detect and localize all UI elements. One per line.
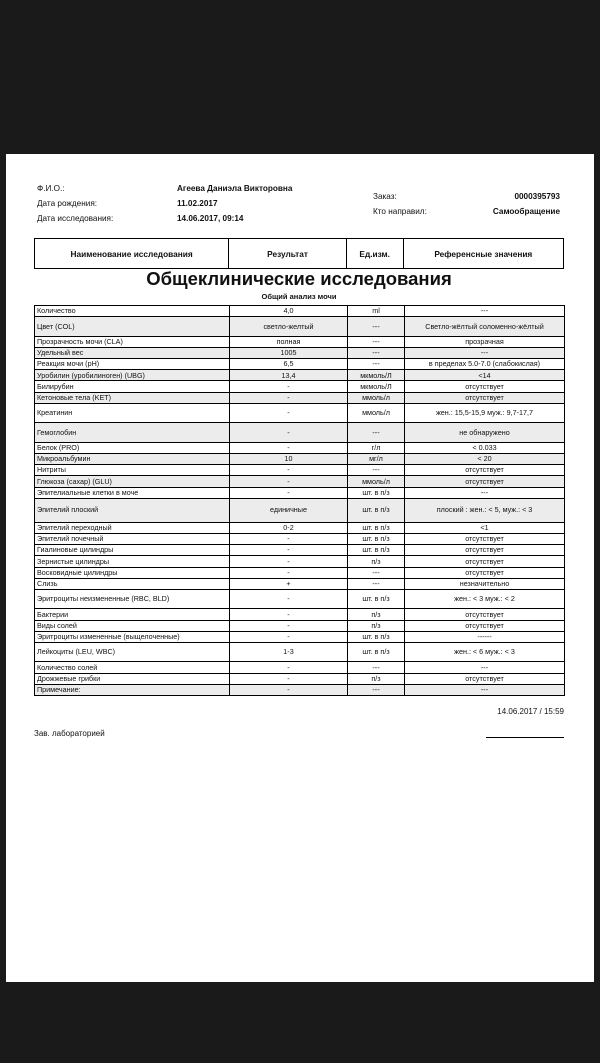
cell-name: Глюкоза (сахар) (GLU)	[35, 476, 230, 487]
cell-reference: ---	[405, 347, 565, 358]
cell-unit: ---	[348, 423, 405, 443]
cell-name: Дрожжевые грибки	[35, 673, 230, 684]
cell-reference: отсутствует	[405, 567, 565, 578]
cell-unit: ---	[348, 359, 405, 370]
cell-unit: п/з	[348, 620, 405, 631]
cell-result: -	[230, 392, 348, 403]
cell-result: -	[230, 465, 348, 476]
cell-result: -	[230, 533, 348, 544]
table-row	[35, 556, 565, 567]
cell-reference: в пределах 5.0-7.0 (слабокислая)	[405, 359, 565, 370]
table-row	[35, 403, 565, 423]
cell-reference: плоский : жен.: < 5, муж.: < 3	[405, 498, 565, 522]
cell-name: Эпителий плоский	[35, 498, 230, 522]
table-row	[35, 442, 565, 453]
order-label: Заказ:	[373, 192, 397, 201]
table-row	[35, 684, 565, 695]
cell-name: Эритроциты неизмененные (RBC, BLD)	[35, 589, 230, 609]
referrer-label: Кто направил:	[373, 207, 427, 216]
cell-result: -	[230, 476, 348, 487]
table-row	[35, 370, 565, 381]
cell-result: 1-3	[230, 642, 348, 662]
table-row	[35, 578, 565, 589]
cell-result: 13,4	[230, 370, 348, 381]
cell-reference: отсутствует	[405, 465, 565, 476]
study-date-label: Дата исследования:	[37, 214, 114, 223]
table-row	[35, 642, 565, 662]
cell-name: Цвет (COL)	[35, 317, 230, 337]
cell-result: -	[230, 381, 348, 392]
fio-label: Ф.И.О.:	[37, 184, 65, 193]
table-row	[35, 306, 565, 317]
cell-reference: Светло-жёлтый соломенно-жёлтый	[405, 317, 565, 337]
cell-unit: п/з	[348, 556, 405, 567]
cell-reference: <1	[405, 522, 565, 533]
cell-result: +	[230, 578, 348, 589]
cell-unit: ---	[348, 578, 405, 589]
cell-reference: ---	[405, 684, 565, 695]
cell-unit: ---	[348, 684, 405, 695]
table-row	[35, 465, 565, 476]
results-table	[34, 305, 565, 696]
col-name: Наименование исследования	[35, 239, 229, 268]
cell-name: Микроальбумин	[35, 454, 230, 465]
col-reference: Референсные значения	[434, 248, 533, 259]
table-row	[35, 336, 565, 347]
cell-name: Прозрачность мочи (CLA)	[35, 336, 230, 347]
cell-unit: г/л	[348, 442, 405, 453]
report-timestamp: 14.06.2017 / 15:59	[497, 707, 564, 716]
cell-unit: ммоль/л	[348, 392, 405, 403]
cell-result: -	[230, 442, 348, 453]
cell-reference: ---	[405, 487, 565, 498]
table-row	[35, 533, 565, 544]
table-row	[35, 454, 565, 465]
cell-reference: отсутствует	[405, 381, 565, 392]
section-title: Общеклинические исследования	[146, 268, 452, 289]
cell-unit: мкмоль/Л	[348, 370, 405, 381]
table-row	[35, 609, 565, 620]
signature-line	[486, 737, 564, 738]
cell-name: Эпителий почечный	[35, 533, 230, 544]
study-date: 14.06.2017, 09:14	[177, 214, 244, 223]
cell-result: 1005	[230, 347, 348, 358]
referrer: Самообращение	[492, 207, 560, 216]
cell-reference: незначительно	[405, 578, 565, 589]
table-row	[35, 662, 565, 673]
column-header	[34, 238, 564, 269]
cell-reference: ---	[405, 306, 565, 317]
table-row	[35, 620, 565, 631]
cell-name: Количество	[35, 306, 230, 317]
cell-reference: отсутствует	[405, 533, 565, 544]
section-subtitle: Общий анализ мочи	[261, 292, 337, 301]
cell-reference: отсутствует	[405, 476, 565, 487]
cell-result: полная	[230, 336, 348, 347]
cell-name: Эритроциты измененные (выщелоченные)	[35, 631, 230, 642]
cell-result: -	[230, 662, 348, 673]
table-row	[35, 347, 565, 358]
cell-unit: мг/л	[348, 454, 405, 465]
cell-result: -	[230, 673, 348, 684]
cell-name: Нитриты	[35, 465, 230, 476]
cell-reference: отсутствует	[405, 392, 565, 403]
cell-unit: ---	[348, 465, 405, 476]
table-row	[35, 392, 565, 403]
cell-name: Виды солей	[35, 620, 230, 631]
cell-result: -	[230, 567, 348, 578]
cell-result: 4,0	[230, 306, 348, 317]
cell-result: -	[230, 545, 348, 556]
cell-unit: шт. в п/з	[348, 589, 405, 609]
table-row	[35, 359, 565, 370]
cell-reference: отсутствует	[405, 609, 565, 620]
cell-result: -	[230, 684, 348, 695]
cell-name: Уробилин (уробилиноген) (UBG)	[35, 370, 230, 381]
cell-result: -	[230, 589, 348, 609]
cell-reference: ------	[405, 631, 565, 642]
table-row	[35, 498, 565, 522]
cell-reference: <14	[405, 370, 565, 381]
cell-result: -	[230, 609, 348, 620]
cell-reference: < 0.033	[405, 442, 565, 453]
cell-name: Удельный вес	[35, 347, 230, 358]
cell-unit: шт. в п/з	[348, 545, 405, 556]
cell-reference: не обнаружено	[405, 423, 565, 443]
patient-name: Агеева Даниэла Викторовна	[177, 184, 293, 193]
cell-name: Гиалиновые цилиндры	[35, 545, 230, 556]
cell-name: Белок (PRO)	[35, 442, 230, 453]
table-row	[35, 567, 565, 578]
cell-name: Бактерии	[35, 609, 230, 620]
cell-unit: шт. в п/з	[348, 522, 405, 533]
cell-unit: ммоль/л	[348, 476, 405, 487]
cell-result: 10	[230, 454, 348, 465]
cell-result: -	[230, 487, 348, 498]
cell-reference: ---	[405, 662, 565, 673]
dob-label: Дата рождения:	[37, 199, 98, 208]
cell-unit: ml	[348, 306, 405, 317]
cell-name: Эпителий переходный	[35, 522, 230, 533]
cell-unit: п/з	[348, 673, 405, 684]
cell-result: единичные	[230, 498, 348, 522]
cell-name: Количество солей	[35, 662, 230, 673]
table-row	[35, 522, 565, 533]
cell-name: Лейкоциты (LEU, WBC)	[35, 642, 230, 662]
cell-unit: ммоль/л	[348, 403, 405, 423]
table-row	[35, 317, 565, 337]
cell-unit: шт. в п/з	[348, 642, 405, 662]
cell-reference: отсутствует	[405, 673, 565, 684]
order-number: 0000395793	[514, 192, 560, 201]
cell-name: Креатинин	[35, 403, 230, 423]
cell-reference: отсутствует	[405, 545, 565, 556]
cell-result: 6,5	[230, 359, 348, 370]
cell-name: Билирубин	[35, 381, 230, 392]
cell-unit: шт. в п/з	[348, 533, 405, 544]
col-unit: Ед.изм.	[347, 239, 404, 268]
cell-reference: прозрачная	[405, 336, 565, 347]
table-row	[35, 631, 565, 642]
table-row	[35, 673, 565, 684]
cell-name: Восковидные цилиндры	[35, 567, 230, 578]
cell-unit: ---	[348, 347, 405, 358]
cell-unit: ---	[348, 567, 405, 578]
col-result: Результат	[229, 239, 347, 268]
table-row	[35, 476, 565, 487]
cell-reference: жен.: < 6 муж.: < 3	[405, 642, 565, 662]
cell-result: -	[230, 423, 348, 443]
table-row	[35, 589, 565, 609]
cell-unit: ---	[348, 662, 405, 673]
table-row	[35, 487, 565, 498]
cell-reference: отсутствует	[405, 620, 565, 631]
cell-name: Гемоглобин	[35, 423, 230, 443]
cell-name: Зернистые цилиндры	[35, 556, 230, 567]
cell-unit: шт. в п/з	[348, 498, 405, 522]
cell-name: Кетоновые тела (KET)	[35, 392, 230, 403]
cell-unit: ---	[348, 317, 405, 337]
cell-unit: мкмоль/Л	[348, 381, 405, 392]
table-row	[35, 545, 565, 556]
table-row	[35, 381, 565, 392]
cell-name: Примечание:	[35, 684, 230, 695]
cell-name: Эпителиальные клетки в моче	[35, 487, 230, 498]
cell-name: Реакция мочи (pH)	[35, 359, 230, 370]
report-sheet	[6, 154, 594, 982]
cell-name: Слизь	[35, 578, 230, 589]
cell-result: 0-2	[230, 522, 348, 533]
cell-unit: п/з	[348, 609, 405, 620]
cell-unit: шт. в п/з	[348, 631, 405, 642]
table-row	[35, 423, 565, 443]
cell-result: -	[230, 620, 348, 631]
cell-result: -	[230, 631, 348, 642]
patient-dob: 11.02.2017	[177, 199, 218, 208]
cell-result: -	[230, 403, 348, 423]
cell-unit: шт. в п/з	[348, 487, 405, 498]
cell-unit: ---	[348, 336, 405, 347]
cell-result: светло-желтый	[230, 317, 348, 337]
cell-reference: < 20	[405, 454, 565, 465]
cell-reference: отсутствует	[405, 556, 565, 567]
cell-reference: жен.: < 3 муж.: < 2	[405, 589, 565, 609]
cell-reference: жен.: 15,5-15,9 муж.: 9,7-17,7	[405, 403, 565, 423]
cell-result: -	[230, 556, 348, 567]
lab-head-label: Зав. лабораторией	[34, 729, 105, 738]
